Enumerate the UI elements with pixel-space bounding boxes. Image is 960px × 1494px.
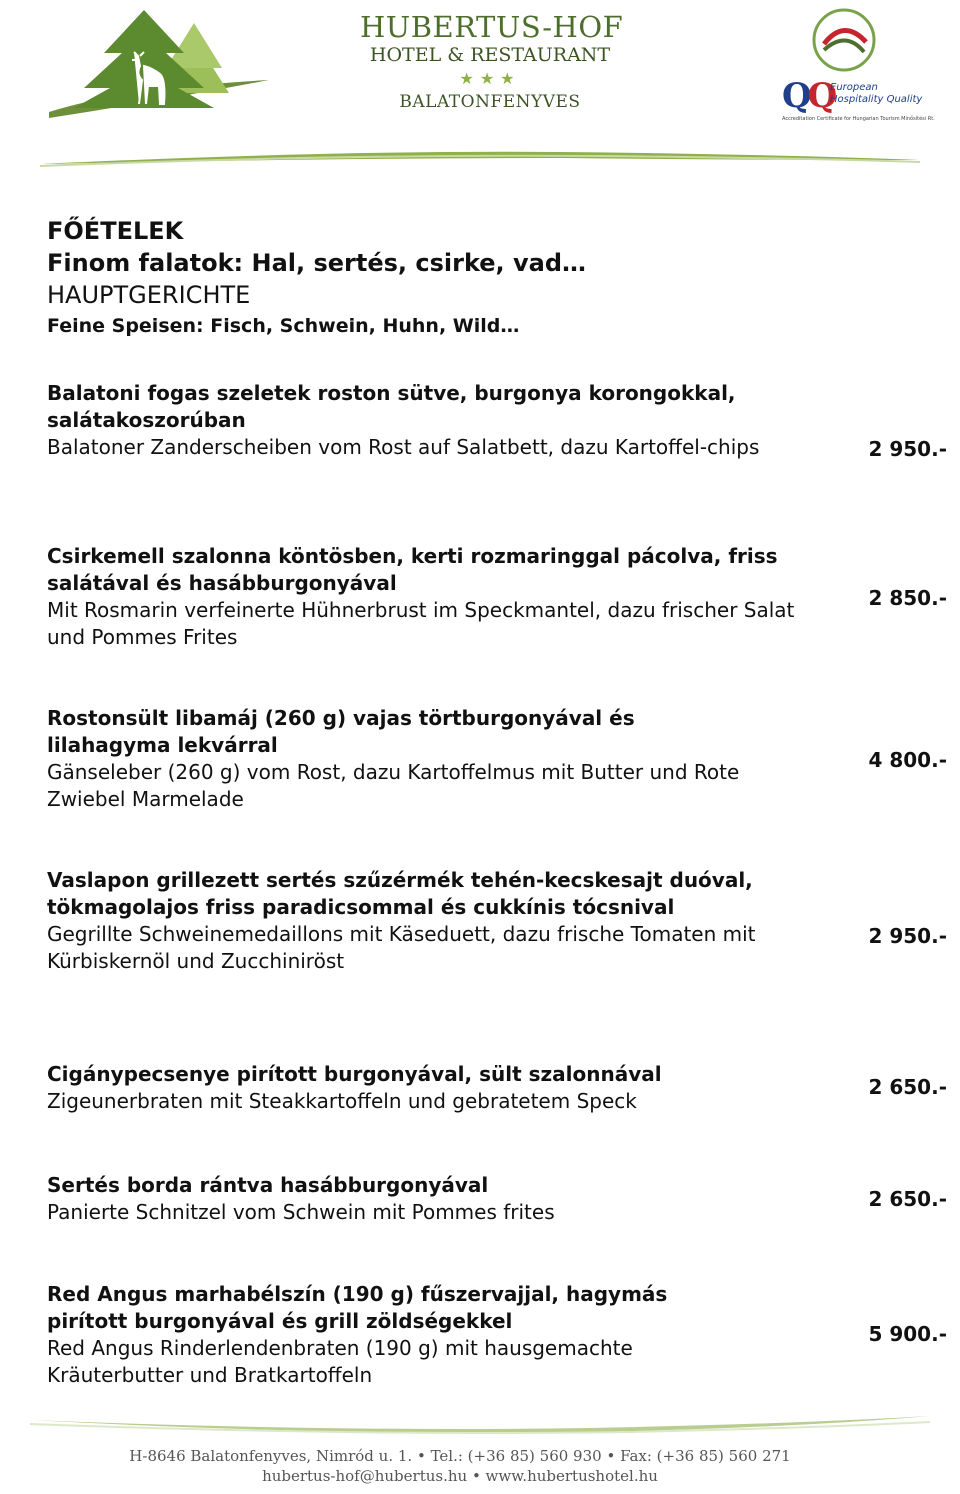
- dish-name-de: Zigeunerbraten mit Steakkartoffeln und gebratetem Speck: [47, 1089, 637, 1113]
- eh-quality-badge: [782, 76, 935, 126]
- qq-badge-caption: Accreditation Certificate for Hungarian Tourism Minősítési Rt.: [782, 116, 935, 122]
- dish-name-de: Balatoner Zanderscheiben vom Rost auf Salatbett, dazu Kartoffel-chips: [47, 435, 760, 459]
- dish-price: 2 950.-: [868, 437, 947, 461]
- dish-name-de: Gänseleber (260 g) vom Rost, dazu Kartoffelmus mit Butter und Rote Zwiebel Marmelade: [47, 760, 740, 811]
- dish-price: 2 650.-: [868, 1187, 947, 1211]
- brand-name: HUBERTUS-HOF: [360, 10, 624, 44]
- dish-name-de: Red Angus Rinderlendenbraten (190 g) mit hausgemachte Kräuterbutter und Bratkartoffeln: [47, 1336, 633, 1387]
- dish-name-hu: Balatoni fogas szeletek roston sütve, burgonya korongokkal, salátakoszorúban: [47, 381, 736, 432]
- dish-name-hu: Red Angus marhabélszín (190 g) fűszervajjal, hagymás pirított burgonyával és grill zöldségekkel: [47, 1282, 668, 1333]
- dish-name-hu: Vaslapon grillezett sertés szűzérmék tehén-kecskesajt duóval, tökmagolajos friss paradicsommal és cukkínis tócsnival: [47, 868, 753, 919]
- section-heading-hu: FŐÉTELEK: [47, 217, 184, 245]
- tourism-quality-badge-icon: [806, 8, 882, 72]
- dish-name-hu: Cigánypecsenye pirított burgonyával, sült szalonnával: [47, 1062, 662, 1086]
- dish-price: 4 800.-: [868, 748, 947, 772]
- dish-price: 5 900.-: [868, 1322, 947, 1346]
- section-subheading-de: Feine Speisen: Fisch, Schwein, Huhn, Wild…: [47, 315, 520, 337]
- dish-name-de: Mit Rosmarin verfeinerte Hühnerbrust im Speckmantel, dazu frischer Salat und Pommes Frites: [47, 598, 795, 649]
- brand-location: BALATONFENYVES: [399, 92, 581, 112]
- menu-item: [47, 1281, 947, 1421]
- footer-web-email: hubertus-hof@hubertus.hu • www.hubertushotel.hu: [262, 1467, 658, 1485]
- brand-block: [360, 10, 624, 112]
- dish-price: 2 650.-: [868, 1075, 947, 1099]
- menu-item: [47, 867, 947, 1007]
- dish-name-hu: Rostonsült libamáj (260 g) vajas törtburgonyával és lilahagyma lekvárral: [47, 706, 635, 757]
- menu-item: [47, 380, 947, 520]
- qq-logo-icon: QQ: [782, 76, 834, 116]
- menu-item: [47, 543, 947, 683]
- dish-name-hu: Csirkemell szalonna köntösben, kerti rozmaringgal pácolva, friss salátával és hasábburgonyával: [47, 544, 778, 595]
- dish-name-hu: Sertés borda rántva hasábburgonyával: [47, 1173, 489, 1197]
- quality-badges: [778, 8, 935, 123]
- footer-address: H-8646 Balatonfenyves, Nimród u. 1. • Tel.: (+36 85) 560 930 • Fax: (+36 85) 560 271: [129, 1447, 791, 1465]
- header-divider-swoosh: [40, 140, 920, 170]
- brand-stars: ★★★: [459, 69, 521, 88]
- section-heading-de: HAUPTGERICHTE: [47, 281, 251, 309]
- brand-subtitle: HOTEL & RESTAURANT: [369, 44, 611, 66]
- qq-badge-text: European Hospitality Quality: [830, 82, 923, 105]
- dish-name-de: Panierte Schnitzel vom Schwein mit Pommes frites: [47, 1200, 555, 1224]
- menu-section-titles: [47, 215, 907, 341]
- dish-price: 2 950.-: [868, 924, 947, 948]
- dish-price: 2 850.-: [868, 586, 947, 610]
- page-header: [0, 0, 960, 175]
- hotel-logo-tree-icon: [44, 8, 274, 118]
- dish-name-de: Gegrillte Schweinemedaillons mit Käseduett, dazu frische Tomaten mit Kürbiskernöl und Zucchiniröst: [47, 922, 756, 973]
- section-subheading-hu: Finom falatok: Hal, sertés, csirke, vad…: [47, 249, 587, 277]
- footer-contact: [0, 1446, 920, 1486]
- menu-item: [47, 705, 947, 845]
- footer-divider-swoosh: [30, 1412, 930, 1440]
